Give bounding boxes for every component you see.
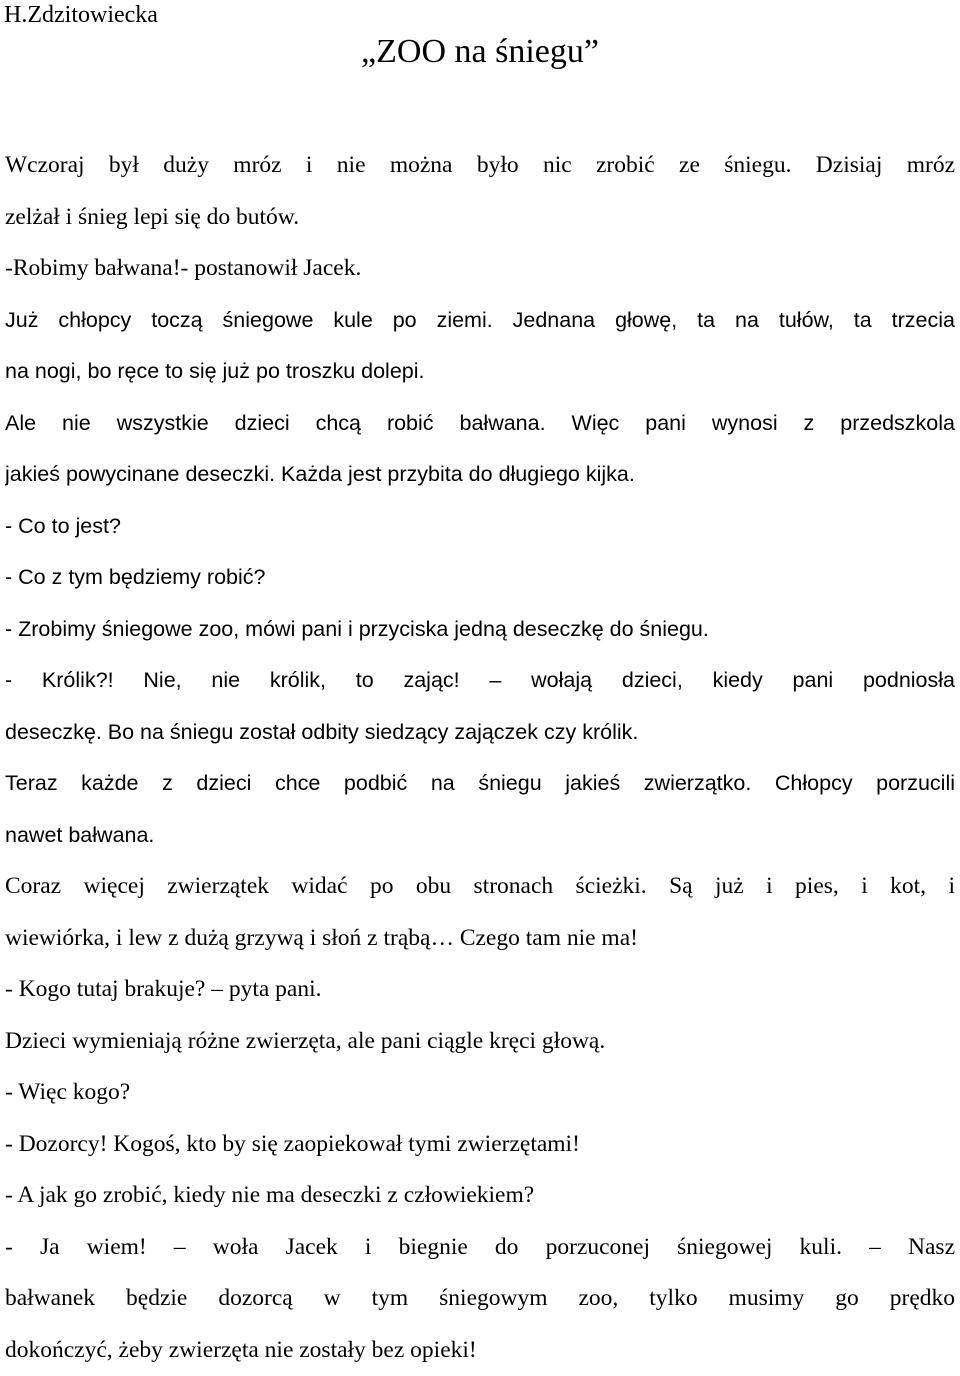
story-line: Wczoraj był duży mróz i nie można było nic zrobić ze śniegu. Dzisiaj mróz <box>5 140 955 192</box>
author-name: H.Zdzitowiecka <box>4 0 158 30</box>
story-line: Już chłopcy toczą śniegowe kule po ziemi. Jednana głowę, ta na tułów, ta trzecia <box>5 295 955 347</box>
story-line: Coraz więcej zwierzątek widać po obu stronach ścieżki. Są już i pies, i kot, i <box>5 861 955 913</box>
story-line: -Robimy bałwana!- postanowił Jacek. <box>5 243 955 295</box>
story-title: „ZOO na śniegu” <box>0 30 960 74</box>
story-line: na nogi, bo ręce to się już po troszku dolepi. <box>5 346 955 398</box>
story-line: bałwanek będzie dozorcą w tym śniegowym zoo, tylko musimy go prędko <box>5 1273 955 1325</box>
story-line: wiewiórka, i lew z dużą grzywą i słoń z trąbą… Czego tam nie ma! <box>5 913 955 965</box>
story-line: - A jak go zrobić, kiedy nie ma deseczki z człowiekiem? <box>5 1170 955 1222</box>
story-line: Teraz każde z dzieci chce podbić na śniegu jakieś zwierzątko. Chłopcy porzucili <box>5 758 955 810</box>
story-line: - Co to jest? <box>5 501 955 553</box>
story-line: - Królik?! Nie, nie królik, to zając! – wołają dzieci, kiedy pani podniosła <box>5 655 955 707</box>
story-line: deseczkę. Bo na śniegu został odbity siedzący zajączek czy królik. <box>5 707 955 759</box>
story-line: - Kogo tutaj brakuje? – pyta pani. <box>5 964 955 1016</box>
story-line: - Co z tym będziemy robić? <box>5 552 955 604</box>
story-line: zelżał i śnieg lepi się do butów. <box>5 192 955 244</box>
story-line: jakieś powycinane deseczki. Każda jest przybita do długiego kijka. <box>5 449 955 501</box>
story-line: - Ja wiem! – woła Jacek i biegnie do porzuconej śniegowej kuli. – Nasz <box>5 1222 955 1274</box>
story-line: - Więc kogo? <box>5 1067 955 1119</box>
story-line: nawet bałwana. <box>5 810 955 862</box>
story-line: - Dozorcy! Kogoś, kto by się zaopiekował tymi zwierzętami! <box>5 1119 955 1171</box>
story-line: - Zrobimy śniegowe zoo, mówi pani i przyciska jedną deseczkę do śniegu. <box>5 604 955 656</box>
story-body <box>5 140 955 1376</box>
story-line: Ale nie wszystkie dzieci chcą robić bałwana. Więc pani wynosi z przedszkola <box>5 398 955 450</box>
story-line: dokończyć, żeby zwierzęta nie zostały bez opieki! <box>5 1325 955 1376</box>
story-line: Dzieci wymieniają różne zwierzęta, ale pani ciągle kręci głową. <box>5 1016 955 1068</box>
